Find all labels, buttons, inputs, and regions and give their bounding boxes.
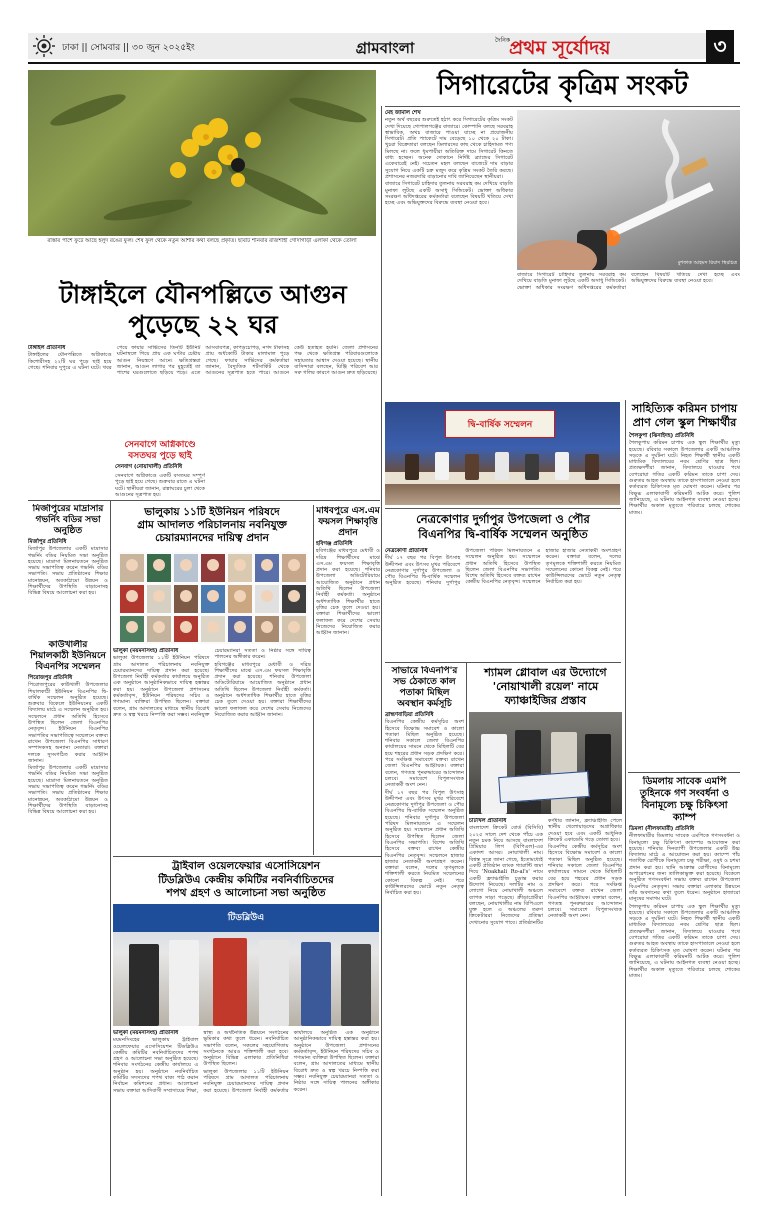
tribal-banner (113, 904, 379, 932)
chokkhu-body-cont: শৈলকুপায় করিমন চাপায় এক স্কুল শিক্ষার্থীর মৃত্যু হয়েছে। রবিবার সকালে উপজেলার একটি আঞ্চলিক সড়কে এ দুর্ঘটনা ঘটে। নিহত শিক্ষার্থী স্থানীয় একটি মাধ্যমিক বিদ্যালয়ের নবম শ্রেণির ছাত্র ছিল। প্রত্যক্ষদর্শীরা জানান, বিদ্যালয়ে যাওয়ার পথে বেপরোয়া গতির একটি করিমন তাকে চাপা দেয়। গুরুতর আহত অবস্থায় তাকে হাসপাতালে নেওয়া হলে কর্তব্যরত চিকিৎসক মৃত ঘোষণা করেন। ঘটনার পর বিক্ষুব্ধ এলাকাবাসী করিমনটি আটক করে। পুলিশ জানিয়েছে, এ ঘটনায় আইনগত ব্যবস্থা নেওয়া হচ্ছে। শিক্ষার্থীর অকাল মৃত্যুতে পরিবারে চলছে শোকের মাতম। (629, 903, 740, 979)
savar-byline: ব্রাহ্মণবাড়িয়া প্রতিনিধি (385, 712, 434, 718)
savar-body: বিএনপির কেন্দ্রীয় কর্মসূচির অংশ হিসেবে বিক্ষোভ সমাবেশ ও কালো পতাকা মিছিল অনুষ্ঠিত হয়েছে। শনিবার সকালে জেলা বিএনপির কার্যালয়ের সামনে থেকে মিছিলটি বের হয়ে শহরের প্রধান সড়ক প্রদক্ষিণ করে। পরে সংক্ষিপ্ত সমাবেশে বক্তব্য রাখেন জেলা বিএনপির আহ্বায়ক। বক্তারা বলেন, গণতন্ত্র পুনরুদ্ধারের আন্দোলন চলবে। সমাবেশে বিপুলসংখ্যক নেতাকর্মী অংশ নেন। (385, 719, 464, 789)
madrasa-headline: মির্জাপুরের মাদ্রাসার গভর্নিং বডির সভা অনুষ্ঠিত (32, 504, 104, 536)
bhaluka-byline: ভালুকা (ময়মনসিংহ) প্রতিনিধি (113, 648, 179, 654)
tribal-headline-line1: ট্রাইবাল ওয়েলফেয়ার এসোসিয়েশন (172, 860, 320, 872)
netrokona-headline-line1: নেত্রকোণার দুর্গাপুর উপজেলা ও পৌর (416, 512, 590, 526)
netrokona-headline-line2: বিএনপির দ্বি-বার্ষিক সম্মেলন অনুষ্ঠিত (418, 527, 588, 541)
senbag-article (115, 440, 205, 500)
cigarette-byline: মেহ জামাল শেখ (385, 110, 421, 116)
person (301, 942, 331, 1026)
madhabpur-body: হবিগঞ্জের মাধবপুরে মেধাবী ও দরিদ্র শিক্ষার্থীদের মাঝে এস.এম ফয়সল শিক্ষাবৃত্তি প্রদান করা হয়েছে। শনিবার উপজেলা অডিটোরিয়ামে আয়োজিত অনুষ্ঠানে প্রধান অতিথি ছিলেন উপজেলা নির্বাহী কর্মকর্তা। অনুষ্ঠানে অর্ধশতাধিক শিক্ষার্থীর হাতে বৃত্তির চেক তুলে দেওয়া হয়। বক্তারা শিক্ষার্থীদের ভালো ফলাফল করে দেশের সেবায় নিজেদের নিয়োজিত করার আহ্বান জানান। (316, 548, 380, 637)
shyamol-headline-line3: ফ্যাঞ্চাইজির প্রস্তাব (504, 694, 587, 707)
tangail-rule (28, 500, 380, 501)
kauali-article (28, 640, 108, 1195)
chokkhu-article (629, 776, 740, 1196)
tangail-byline: টাঙ্গাইল প্রতিনিধি (28, 345, 66, 351)
person (585, 454, 599, 480)
page-number (706, 30, 734, 62)
person (259, 940, 289, 1026)
shyamol-headline-line2: 'নোয়াখালী রয়েল' নামে (492, 680, 599, 693)
person (213, 938, 247, 1026)
cigarette-body-left (385, 110, 513, 400)
madhabpur-article (316, 506, 380, 854)
masthead (0, 0, 768, 66)
karim-byline: শৈলকুপা (ঝিনাইদহ) প্রতিনিধি (629, 433, 694, 439)
tangail-body-text: টাঙ্গাইলের যৌনপল্লিতে অগ্নিকাণ্ডে কিশোরীসহ ২২টি ঘর পুড়ে ছাই হয়ে গেছে। শনিবার দুপুরে এ ঘটনা ঘটে। খবর পেয়ে ফায়ার সার্ভিসের তিনটি ইউনিট ঘটনাস্থলে গিয়ে প্রায় এক ঘণ্টার চেষ্টায় আগুন নিয়ন্ত্রণে আনে। ক্ষতিগ্রস্তরা জানান, আগুন লাগার পর মুহূর্তেই তা পাশের ঘরগুলোতে ছড়িয়ে পড়ে। এতে আসবাবপত্র, কাপড়চোপড়, নগদ টাকাসহ প্রায় অর্ধকোটি টাকার মালামাল পুড়ে গেছে। ফায়ার সার্ভিসের কর্মকর্তারা জানান, বৈদ্যুতিক শর্টসার্কিট থেকে আগুনের সূত্রপাত হতে পারে। আগুনে কেউ হতাহত হয়নি। জেলা প্রশাসনের পক্ষ থেকে ক্ষতিগ্রস্ত পরিবারগুলোকে সহায়তার আশ্বাস দেওয়া হয়েছে। স্থানীয় বাসিন্দারা বলছেন, ঘিঞ্জি পরিবেশ আর সরু গলির কারণে আগুন দ্রুত ছড়িয়েছে। (28, 345, 378, 377)
tribal-body-text: ময়মনসিংহের ভালুকায় ট্রাইবাল ওয়েলফেয়ার এসোসিয়েশন টিডব্লিউএ কেন্দ্রীয় কমিটির নবনির্বাচিতদের শপথ গ্রহণ ও আলোচনা সভা অনুষ্ঠিত হয়েছে। শনিবার সংগঠনের কেন্দ্রীয় কার্যালয়ে এ অনুষ্ঠান হয়। অনুষ্ঠানে নবনির্বাচিত কমিটির সদস্যদের শপথ বাক্য পাঠ করান নির্বাচন কমিশনের প্রধান। আলোচনা সভায় বক্তারা আদিবাসী সম্প্রদায়ের শিক্ষা, স্বাস্থ্য ও অর্থনৈতিক উন্নয়নে সংগঠনের ভূমিকার কথা তুলে ধরেন। নবনির্বাচিত সভাপতি বলেন, সকলের সহযোগিতায় সংগঠনকে আরও শক্তিশালী করা হবে। অনুষ্ঠানে বিভিন্ন এলাকার প্রতিনিধিরা উপস্থিত ছিলেন। (113, 1030, 289, 1094)
sun-logo-icon (32, 34, 56, 58)
masthead-dateline: ঢাকা || সোমবার || ৩০ জুন ২০২৫ইং (62, 43, 195, 53)
column-rule-main (381, 106, 382, 1196)
person (129, 944, 159, 1026)
tribal-photo (113, 904, 379, 1026)
tribal-headline (113, 860, 379, 901)
masthead-city: ঢাকা (62, 43, 79, 53)
madrasa-byline: মির্জাপুর প্রতিনিধি (28, 539, 67, 545)
bhaluka-body (113, 648, 311, 853)
cigarette-photo-credit: মুশফাক আহমদ রিয়াদ স্থিরচিত্র (677, 260, 737, 266)
tribal-rule (113, 856, 381, 857)
netrokona-rule (385, 508, 621, 509)
chokkhu-rule (628, 772, 740, 773)
savar-body-cont: দীর্ঘ ১৭ বছর পর বিপুল উৎসাহ উদ্দীপনা এবং উৎসব মুখর পরিবেশে নেত্রকোণার দুর্গাপুর উপজেলা ও পৌর বিএনপির দ্বি-বার্ষিক সম্মেলন অনুষ্ঠিত হয়েছে। শনিবার দুর্গাপুর উপজেলা পরিষদ মিলনায়তনে এ সম্মেলন অনুষ্ঠিত হয়। সম্মেলনে প্রধান অতিথি হিসেবে উপস্থিত ছিলেন জেলা বিএনপির সভাপতি। বিশেষ অতিথি হিসেবে বক্তব্য রাখেন কেন্দ্রীয় বিএনপির নেতৃবৃন্দ। সম্মেলনে হাজার হাজার নেতাকর্মী অংশগ্রহণ করেন। বক্তারা বলেন, দলের তৃণমূলকে শক্তিশালী করতে নিয়মিত সম্মেলনের কোনো বিকল্প নেই। পরে কাউন্সিলরদের ভোটে নতুন নেতৃত্ব নির্বাচিত করা হয়। (385, 789, 464, 897)
cigarette-body-1: নতুন অর্থ বছরের শুরুতেই হঠাৎ করে সিগারেটের কৃত্রিম সংকট দেখা দিয়েছে গোপালগঞ্জের বাজারে। কোম্পানি বলছে সরবরাহ স্বাভাবিক, অথচ বাজারে পাওয়া যাচ্ছে না প্রয়োজনীয় সিগারেট। প্রতি প্যাকেটে দাম বেড়েছে ১০ থেকে ২০ টাকা। খুচরা বিক্রেতারা বলছেন ডিলারদের কাছ থেকে চাহিদামত পণ্য মিলছে না। ফলে ধূমপায়ীরা অতিরিক্ত দামে সিগারেট কিনতে বাধ্য হচ্ছেন। অনেক দোকানে নির্দিষ্ট ব্র্যান্ডের সিগারেট একেবারেই নেই। সচেতন মহল বলছেন বাজেটে দাম বাড়ার সুযোগ নিয়ে একটি চক্র মজুদ করে কৃত্রিম সংকট তৈরি করছে। প্রশাসনের নজরদারি বাড়ানোর দাবি জানিয়েছেন স্থানীয়রা। (385, 117, 513, 180)
bhaluka-body-cont: হবিগঞ্জের মাধবপুরে মেধাবী ও দরিদ্র শিক্ষার্থীদের মাঝে এস.এম ফয়সল শিক্ষাবৃত্তি প্রদান করা হয়েছে। শনিবার উপজেলা অডিটোরিয়ামে আয়োজিত অনুষ্ঠানে প্রধান অতিথি ছিলেন উপজেলা নির্বাহী কর্মকর্তা। অনুষ্ঠানে অর্ধশতাধিক শিক্ষার্থীর হাতে বৃত্তির চেক তুলে দেওয়া হয়। বক্তারা শিক্ষার্থীদের ভালো ফলাফল করে দেশের সেবায় নিজেদের নিয়োজিত করার আহ্বান জানান। (214, 661, 311, 718)
senbag-byline: সেনবাগ (নোয়াখালী) প্রতিনিধি (115, 464, 183, 470)
tribal-banner-text: টিডব্লিউএ (227, 913, 265, 923)
person (525, 454, 539, 480)
madrasa-body: মির্জাপুর উপজেলার একটি মাদ্রাসার গভর্নিং বডির নিয়মিত সভা অনুষ্ঠিত হয়েছে। মাদ্রাসা মিলনায়তনে অনুষ্ঠিত সভায় সভাপতিত্ব করেন গভর্নিং বডির সভাপতি। সভায় প্রতিষ্ঠানের শিক্ষার মানোন্নয়ন, অবকাঠামো উন্নয়ন ও শিক্ষার্থীদের উপস্থিতি বাড়ানোসহ বিভিন্ন বিষয়ে আলোচনা করা হয়। (28, 546, 108, 597)
shyamol-headline-line1: শ্যামল গ্লোবাল এর উদ্যোগে (484, 666, 607, 679)
madhabpur-headline: মাধবপুরে এস.এম ফয়সল শিক্ষাবৃত্তি প্রদান (316, 506, 380, 538)
chokkhu-headline: ডিমলায় সাবেক এমপি তুহিনকে গণ সংবর্ধনা ও বিনামূল্যে চক্ষু চিকিৎসা ক্যাম্প (639, 776, 730, 823)
person (435, 452, 449, 480)
tangail-headline-line2: পুড়েছে ২২ ঘর (128, 310, 278, 339)
senbag-headline: সেনবাগে অগ্নিকাণ্ডে বসতঘর পুড়ে ছাই (124, 440, 196, 461)
shyamol-headline (469, 666, 622, 708)
kauali-byline: পিরোজপুর প্রতিনিধি (28, 675, 73, 681)
column-rule-left (110, 500, 111, 1196)
bhaluka-headline-line3: চেয়ারম্যানদের দায়িত্ব প্রদান (155, 532, 269, 544)
section-title: গ্রামবাংলা (355, 39, 415, 57)
cigarette-body-2: বাজারে সিগারেট চাহিদার তুলনায় সরবরাহ কম দেখিয়ে বাড়তি মুনাফা লুটছে একটি অসাধু সিন্ডিকেট। ভোক্তা অধিকার সংরক্ষণ অধিদপ্তরের কর্মকর্তারা বলেছেন বিষয়টি খতিয়ে দেখা হচ্ছে এবং অভিযুক্তদের বিরুদ্ধে ব্যবস্থা নেওয়া হবে। (385, 181, 513, 207)
person (169, 940, 199, 1026)
shyamol-photo (469, 712, 622, 814)
karim-body: শৈলকুপায় করিমন চাপায় এক স্কুল শিক্ষার্থীর মৃত্যু হয়েছে। রবিবার সকালে উপজেলার একটি আঞ্চলিক সড়কে এ দুর্ঘটনা ঘটে। নিহত শিক্ষার্থী স্থানীয় একটি মাধ্যমিক বিদ্যালয়ের নবম শ্রেণির ছাত্র ছিল। প্রত্যক্ষদর্শীরা জানান, বিদ্যালয়ে যাওয়ার পথে বেপরোয়া গতির একটি করিমন তাকে চাপা দেয়। গুরুতর আহত অবস্থায় তাকে হাসপাতালে নেওয়া হলে কর্তব্যরত চিকিৎসক মৃত ঘোষণা করেন। ঘটনার পর বিক্ষুব্ধ এলাকাবাসী করিমনটি আটক করে। পুলিশ জানিয়েছে, এ ঘটনায় আইনগত ব্যবস্থা নেওয়া হচ্ছে। শিক্ষার্থীর অকাল মৃত্যুতে পরিবারে চলছে শোকের মাতম। (629, 440, 740, 516)
flower-illustration (28, 70, 376, 236)
senbag-body: সেনবাগে অগ্নিকাণ্ডে একটি বসতঘর সম্পূর্ণ পুড়ে ছাই হয়ে গেছে। শুক্রবার রাতে এ ঘটনা ঘটে। স্থানীয়রা জানান, রান্নাঘরের চুলা থেকে আগুনের সূত্রপাত হয়। (115, 473, 205, 498)
tribal-headline-line3: শপথ গ্রহণ ও আলোচনা সভা অনুষ্ঠিত (166, 887, 326, 899)
person (555, 452, 569, 480)
tribal-headline-line2: টিডব্লিউএ কেন্দ্রীয় কমিটির নবনির্বাচিতদের (158, 873, 334, 886)
masthead-rule (28, 62, 740, 64)
portrait-grid (118, 552, 308, 644)
person (405, 454, 419, 480)
cigarette-illustration (517, 110, 740, 270)
column-rule-madhab (313, 505, 314, 855)
tribal-body-cont: ভালুকা উপজেলার ১১টি ইউনিয়ন পরিষদে গ্রাম আদালত পরিচালনায় নবনিযুক্ত চেয়ারম্যানদের দায়িত্ব প্রদান করা হয়েছে। উপজেলা নির্বাহী কর্মকর্তার কার্যালয়ে অনুষ্ঠিত এক অনুষ্ঠানে আনুষ্ঠানিকভাবে দায়িত্ব হস্তান্তর করা হয়। অনুষ্ঠানে উপজেলা প্রশাসনের কর্মকর্তাবৃন্দ, ইউনিয়ন পরিষদের সচিব ও গণ্যমান্য ব্যক্তিরা উপস্থিত ছিলেন। বক্তারা বলেন, গ্রাম আদালতের মাধ্যমে স্থানীয় বিরোধ দ্রুত ও স্বল্প খরচে নিষ্পত্তি করা সম্ভব। নবনিযুক্ত চেয়ারম্যানরা সততা ও নিষ্ঠার সঙ্গে দায়িত্ব পালনের অঙ্গীকার করেন। (203, 1030, 379, 1094)
tribal-body (113, 1030, 379, 1196)
person (465, 454, 479, 480)
bhaluka-headline-line2: গ্রাম আদালত পরিচালনায় নবনিযুক্ত (137, 519, 287, 531)
karim-article (629, 402, 740, 772)
chokkhu-byline: ডিমলা (নীলফামারী) প্রতিনিধি (629, 826, 695, 832)
person (585, 734, 611, 814)
netrokona-body-text: দীর্ঘ ১৭ বছর পর বিপুল উৎসাহ উদ্দীপনা এবং উৎসব মুখর পরিবেশে নেত্রকোণার দুর্গাপুর উপজেলা ও পৌর বিএনপির দ্বি-বার্ষিক সম্মেলন অনুষ্ঠিত হয়েছে। শনিবার দুর্গাপুর উপজেলা পরিষদ মিলনায়তনে এ সম্মেলন অনুষ্ঠিত হয়। সম্মেলনে প্রধান অতিথি হিসেবে উপস্থিত ছিলেন জেলা বিএনপির সভাপতি। বিশেষ অতিথি হিসেবে বক্তব্য রাখেন কেন্দ্রীয় বিএনপির নেতৃবৃন্দ। সম্মেলনে হাজার হাজার নেতাকর্মী অংশগ্রহণ করেন। বক্তারা বলেন, দলের তৃণমূলকে শক্তিশালী করতে নিয়মিত সম্মেলনের কোনো বিকল্প নেই। পরে কাউন্সিলরদের ভোটে নতুন নেতৃত্ব নির্বাচিত করা হয়। (385, 548, 621, 587)
netrokona-byline: নেত্রকোণা প্রতিনিধি (385, 548, 428, 554)
shyamol-body-cont: বিএনপির কেন্দ্রীয় কর্মসূচির অংশ হিসেবে বিক্ষোভ সমাবেশ ও কালো পতাকা মিছিল অনুষ্ঠিত হয়েছে। শনিবার সকালে জেলা বিএনপির কার্যালয়ের সামনে থেকে মিছিলটি বের হয়ে শহরের প্রধান সড়ক প্রদক্ষিণ করে। পরে সংক্ষিপ্ত সমাবেশে বক্তব্য রাখেন জেলা বিএনপির আহ্বায়ক। বক্তারা বলেন, গণতন্ত্র পুনরুদ্ধারের আন্দোলন চলবে। সমাবেশে বিপুলসংখ্যক নেতাকর্মী অংশ নেন। (548, 844, 622, 920)
flower-photo (28, 70, 376, 236)
person (495, 452, 509, 480)
cigarette-rule (385, 106, 740, 107)
page-number-text: ৩ (713, 34, 727, 58)
savar-headline: সাভারে বিএনপি'র সভ ঠেকাতে কাল পতাকা মিছিল অবস্থান কর্মসূচি (391, 666, 458, 709)
person (341, 944, 371, 1026)
netrokona-body (385, 548, 621, 660)
tribal-byline: ভালুকা (ময়মনসিংহ) প্রতিনিধি (113, 1030, 179, 1036)
madrasa-article (28, 504, 108, 634)
column-rule-savar (466, 662, 467, 1196)
savar-article (385, 666, 464, 1196)
cigarette-body-right-text: বাজারে সিগারেট চাহিদার তুলনায় সরবরাহ কম দেখিয়ে বাড়তি মুনাফা লুটছে একটি অসাধু সিন্ডিকেট। ভোক্তা অধিকার সংরক্ষণ অধিদপ্তরের কর্মকর্তারা বলেছেন বিষয়টি খতিয়ে দেখা হচ্ছে এবং অভিযুক্তদের বিরুদ্ধে ব্যবস্থা নেওয়া হবে। (517, 272, 740, 291)
madhabpur-byline: হবিগঞ্জ প্রতিনিধি (316, 541, 353, 547)
masthead-day: সোমবার (90, 43, 121, 53)
bhaluka-photo-grid (118, 552, 308, 644)
bhaluka-body-text: ভালুকা উপজেলার ১১টি ইউনিয়ন পরিষদে গ্রাম আদালত পরিচালনায় নবনিযুক্ত চেয়ারম্যানদের দায়িত্ব প্রদান করা হয়েছে। উপজেলা নির্বাহী কর্মকর্তার কার্যালয়ে অনুষ্ঠিত এক অনুষ্ঠানে আনুষ্ঠানিকভাবে দায়িত্ব হস্তান্তর করা হয়। অনুষ্ঠানে উপজেলা প্রশাসনের কর্মকর্তাবৃন্দ, ইউনিয়ন পরিষদের সচিব ও গণ্যমান্য ব্যক্তিরা উপস্থিত ছিলেন। বক্তারা বলেন, গ্রাম আদালতের মাধ্যমে স্থানীয় বিরোধ দ্রুত ও স্বল্প খরচে নিষ্পত্তি করা সম্ভব। নবনিযুক্ত চেয়ারম্যানরা সততা ও নিষ্ঠার সঙ্গে দায়িত্ব পালনের অঙ্গীকার করেন। (113, 648, 311, 718)
karim-headline: সাহিত্যিক করিমন চাপায় প্রাণ গেল স্কুল শিক্ষার্থীর (631, 402, 738, 429)
savar-rule (385, 662, 621, 663)
paper-name: প্রথম সূর্যোদয় (509, 37, 611, 59)
cigarette-body-right (517, 272, 740, 312)
shyamol-body (469, 818, 622, 1196)
cigarette-photo (517, 110, 740, 270)
column-rule-right (625, 400, 626, 1196)
tangail-headline-line1: টাঙ্গাইলে যৌনপল্লিতে আগুন (59, 280, 347, 309)
kauali-headline: কাউখালীর শিয়ালকাঠী ইউনিয়নে বিএনপির সম্মেলন (30, 640, 106, 672)
netrokona-banner (445, 410, 555, 438)
netrokona-headline (385, 512, 621, 542)
chokkhu-body: নীলফামারীর ডিমলায় সাবেক এমপিকে গণসংবর্ধনা ও বিনামূল্যে চক্ষু চিকিৎসা ক্যাম্পের আয়োজন করা হয়েছে। শনিবার দিনব্যাপী উপজেলার একটি উচ্চ বিদ্যালয় মাঠে এ আয়োজন করা হয়। ক্যাম্পে পাঁচ শতাধিক রোগীকে বিনামূল্যে চক্ষু পরীক্ষা, ওষুধ ও চশমা প্রদান করা হয়। ছানি আক্রান্ত রোগীদের বিনামূল্যে অপারেশনের জন্য তালিকাভুক্ত করা হয়েছে। বিকেলে অনুষ্ঠিত গণসংবর্ধনা সভায় বক্তব্য রাখেন উপজেলা বিএনপির নেতৃবৃন্দ। সভায় বক্তারা এলাকার উন্নয়নে তাঁর অবদানের কথা তুলে ধরেন। অনুষ্ঠানে হাজারো মানুষের সমাগম ঘটে। (629, 833, 740, 903)
paper-name-block (495, 33, 700, 59)
netrokona-banner-text: দ্বি-বার্ষিক সম্মেলন (467, 420, 533, 430)
flower-caption: রাস্তার পাশে ফুটে আছে হলুদ রঙের ফুল। শেষ ফুল থেকে নতুন আশার কথা বলছে প্রকৃতি। ছবিটি শনিবার রাজশাহী গোদাগাড়ী এলাকা থেকে তোলা (47, 238, 357, 244)
kauali-body: পিরোজপুরের কাউখালী উপজেলার শিয়ালকাঠী ইউনিয়ন বিএনপির দ্বি-বার্ষিক সম্মেলন অনুষ্ঠিত হয়েছে। শুক্রবার বিকেলে ইউনিয়নের একটি বিদ্যালয় মাঠে এ সম্মেলন অনুষ্ঠিত হয়। সম্মেলনে প্রধান অতিথি হিসেবে উপস্থিত ছিলেন জেলা বিএনপির নেতৃবৃন্দ। ইউনিয়ন বিএনপির সভাপতির সভাপতিত্বে সম্মেলনে বক্তব্য রাখেন উপজেলা বিএনপির সাধারণ সম্পাদকসহ অন্যান্য নেতারা। বক্তারা দলকে সুসংগঠিত করার আহ্বান জানান। (28, 682, 108, 764)
daily-label: দৈনিক (495, 37, 511, 44)
netrokona-photo (385, 402, 620, 505)
masthead-date: ৩০ জুন ২০২৫ইং (131, 43, 195, 53)
bhaluka-headline-line1: ভালুকায় ১১টি ইউনিয়ন পরিষদে (144, 506, 280, 518)
bhaluka-headline (113, 506, 311, 545)
shyamol-byline: চাটখিল প্রতিনিধি (469, 818, 507, 824)
shyamol-body-text: বাংলাদেশ ক্রিকেট বোর্ড (বিসিবি) ২০২৫ সালে দেশ থেকে পাঁচে এক নতুন চমক নিয়ে আসছে বাংলাদেশ প্রিমিয়ার লিগ (বিপিএল)-এর একাদশ আসর। নোয়াখালী নাম। বিশ্বস্ত সূত্রে জানা গেছে, ইতোমধ্যেই একটি প্রতিষ্ঠান ব্যাংক গ্যারান্টি জমা দিয়ে 'Noakhali Ro-al's' নামে একটি ফ্র্যাঞ্চাইজি চূড়ান্ত করার উদ্যোগ নিয়েছে। দলটির নাম ও লোগো নিয়ে নোয়াখালী অঞ্চলে ব্যাপক সাড়া পড়েছে। ক্রীড়াপ্রেমীরা বলছেন, নোয়াখালীর নাম বিপিএলে যুক্ত হলে এ অঞ্চলের তরুণ ক্রিকেটাররা নিজেদের প্রতিভা দেখানোর সুযোগ পাবে। প্রতিষ্ঠানটির কর্ণধার জানান, ফ্র্যাঞ্চাইজি পেলে স্থানীয় খেলোয়াড়দের অগ্রাধিকার দেওয়া হবে এবং একটি আধুনিক ক্রিকেট একাডেমি গড়ে তোলা হবে। (469, 818, 622, 926)
kauali-body-cont: মির্জাপুর উপজেলার একটি মাদ্রাসার গভর্নিং বডির নিয়মিত সভা অনুষ্ঠিত হয়েছে। মাদ্রাসা মিলনায়তনে অনুষ্ঠিত সভায় সভাপতিত্ব করেন গভর্নিং বডির সভাপতি। সভায় প্রতিষ্ঠানের শিক্ষার মানোন্নয়ন, অবকাঠামো উন্নয়ন ও শিক্ষার্থীদের উপস্থিতি বাড়ানোসহ বিভিন্ন বিষয়ে আলোচনা করা হয়। (28, 765, 108, 816)
tangail-headline (28, 280, 378, 340)
cigarette-headline: সিগারেটের কৃত্রিম সংকট (437, 71, 688, 101)
